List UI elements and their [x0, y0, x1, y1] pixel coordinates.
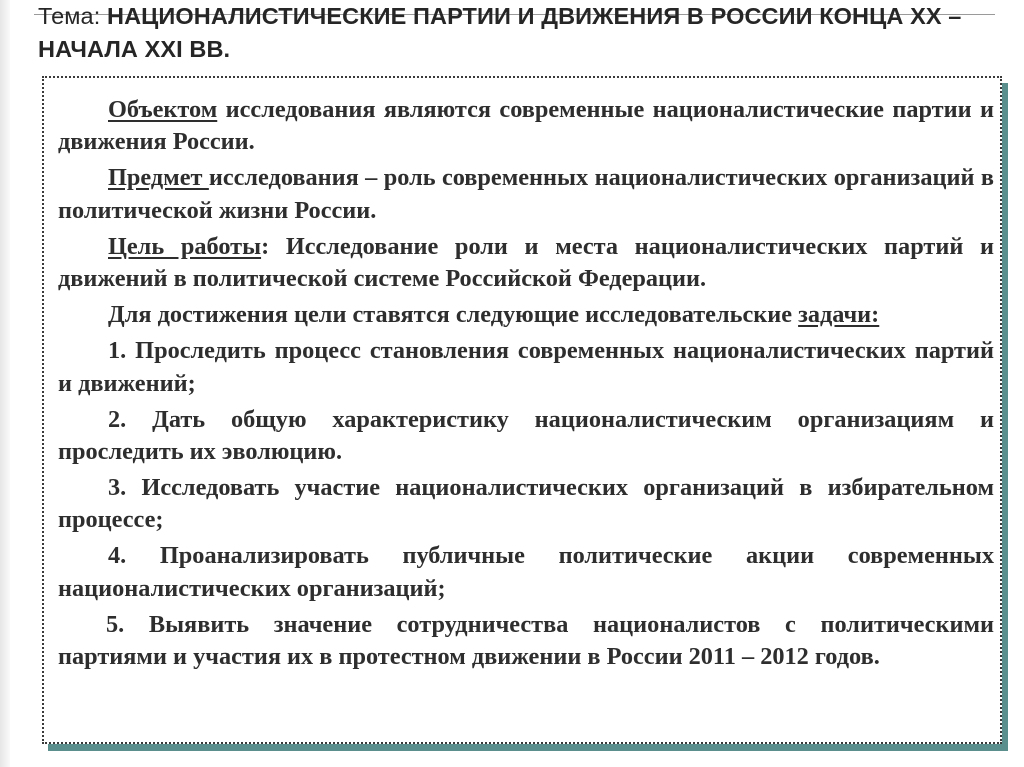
paragraph-goal — [58, 231, 994, 296]
paragraph-object-text: исследования являются современные националистические партии и движения России. — [58, 96, 994, 156]
paragraph-tasks-intro — [58, 299, 994, 331]
task-item-5: 5. Выявить значение сотрудничества националистов с политическими партиями и участия их в протестном движении в России 2011 – 2012 годов. — [58, 610, 994, 671]
paragraph-subject-text: исследования – роль современных националистических организаций в политической жизни России. — [58, 164, 994, 224]
paragraph-subject — [58, 162, 994, 227]
term-object: Объектом — [108, 96, 218, 123]
task-item-2: 2. Дать общую характеристику националистическим организациям и проследить их эволюцию. — [58, 405, 994, 466]
title-label: Тема: — [38, 3, 101, 29]
tasks-intro-text: Для достижения цели ставятся следующие исследовательские — [108, 301, 799, 329]
paragraph-goal-text: : Исследование роли и места националистических партий и движений в политической системе Российской Федерации. — [58, 232, 994, 293]
task-item-4: 4. Проанализировать публичные политические акции современных националистических организаций; — [58, 542, 994, 602]
term-goal: Цель работы — [108, 232, 262, 260]
content-body — [58, 94, 994, 674]
term-tasks: задачи: — [798, 301, 880, 329]
left-edge-decoration — [0, 0, 10, 767]
task-item-1: 1. Проследить процесс становления современных националистических партий и движений; — [58, 337, 994, 397]
task-item-3: 3. Исследовать участие националистических организаций в избирательном процессе; — [58, 474, 994, 534]
title-text: НАЦИОНАЛИСТИЧЕСКИЕ ПАРТИИ И ДВИЖЕНИЯ В РОССИИ КОНЦА XX – НАЧАЛА XXI ВВ. — [38, 3, 962, 62]
term-subject: Предмет — [108, 164, 209, 192]
slide-title — [38, 0, 1003, 66]
paragraph-object — [58, 94, 994, 159]
